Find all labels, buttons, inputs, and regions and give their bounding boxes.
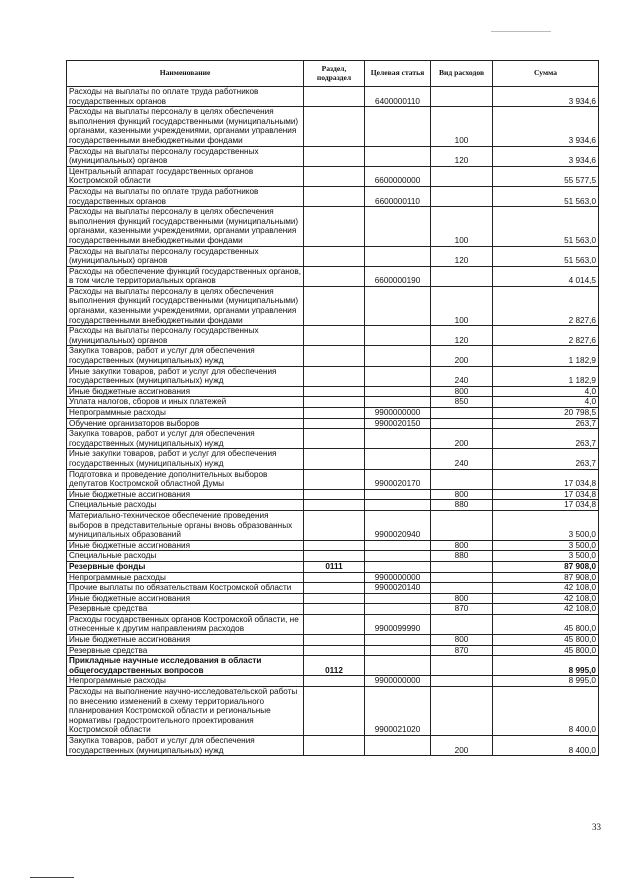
row-name: Закупка товаров, работ и услуг для обеспечения государственных (муниципальных) нужд — [67, 346, 304, 366]
table-row — [67, 500, 599, 511]
table-row — [67, 286, 599, 325]
table-row — [67, 510, 599, 540]
row-target-article — [365, 551, 431, 562]
row-section — [304, 583, 365, 594]
row-expense-kind: 800 — [431, 540, 493, 551]
row-sum: 4,0 — [493, 397, 599, 408]
table-row — [67, 346, 599, 366]
row-sum: 17 034,8 — [493, 469, 599, 489]
row-section: 0111 — [304, 561, 365, 572]
table-row — [67, 397, 599, 408]
row-sum: 45 800,0 — [493, 645, 599, 656]
row-name: Специальные расходы — [67, 500, 304, 511]
row-name: Иные бюджетные ассигнования — [67, 540, 304, 551]
row-target-article: 9900020940 — [365, 510, 431, 540]
row-target-article — [365, 346, 431, 366]
table-row — [67, 207, 599, 246]
row-name: Закупка товаров, работ и услуг для обеспечения государственных (муниципальных) нужд — [67, 736, 304, 756]
row-expense-kind: 870 — [431, 604, 493, 615]
row-section — [304, 207, 365, 246]
row-name: Расходы на выполнение научно-исследовательской работы по внесению изменений в схему территориального планирования Костромской области и региональные нормативы градостроительного проектирования Костромской области — [67, 687, 304, 736]
row-sum: 42 108,0 — [493, 593, 599, 604]
row-section — [304, 736, 365, 756]
row-section — [304, 166, 365, 186]
row-sum: 8 400,0 — [493, 736, 599, 756]
row-name: Резервные средства — [67, 604, 304, 615]
row-sum: 42 108,0 — [493, 583, 599, 594]
row-section — [304, 572, 365, 583]
row-target-article: 9900000000 — [365, 572, 431, 583]
table-row — [67, 593, 599, 604]
row-sum: 4 014,5 — [493, 266, 599, 286]
row-expense-kind — [431, 469, 493, 489]
row-expense-kind: 120 — [431, 146, 493, 166]
table-row — [67, 246, 599, 266]
row-name: Расходы на выплаты персоналу в целях обеспечения выполнения функций государственными (муниципальными) органами, казенными учреждениями, органами управления государственными внебюджетными фондами — [67, 207, 304, 246]
row-expense-kind: 100 — [431, 286, 493, 325]
row-section — [304, 500, 365, 511]
row-section — [304, 489, 365, 500]
table-row — [67, 540, 599, 551]
table-row — [67, 656, 599, 676]
table-row — [67, 386, 599, 397]
table-row — [67, 687, 599, 736]
table-row — [67, 676, 599, 687]
row-expense-kind: 240 — [431, 449, 493, 469]
row-section — [304, 635, 365, 646]
table-row — [67, 87, 599, 107]
row-name: Расходы на выплаты персоналу государственных (муниципальных) органов — [67, 246, 304, 266]
row-section — [304, 676, 365, 687]
row-sum: 2 827,6 — [493, 286, 599, 325]
row-target-article: 9900000000 — [365, 676, 431, 687]
row-sum: 20 798,5 — [493, 408, 599, 419]
row-target-article — [365, 736, 431, 756]
row-expense-kind: 800 — [431, 386, 493, 397]
row-target-article: 9900020140 — [365, 583, 431, 594]
row-target-article — [365, 449, 431, 469]
table-row — [67, 635, 599, 646]
row-name: Специальные расходы — [67, 551, 304, 562]
row-target-article: 6400000110 — [365, 87, 431, 107]
row-section — [304, 449, 365, 469]
row-expense-kind — [431, 572, 493, 583]
row-target-article — [365, 366, 431, 386]
row-section — [304, 286, 365, 325]
row-section — [304, 346, 365, 366]
row-target-article — [365, 146, 431, 166]
row-target-article — [365, 326, 431, 346]
table-row — [67, 186, 599, 206]
table-row — [67, 604, 599, 615]
row-section — [304, 540, 365, 551]
row-target-article — [365, 500, 431, 511]
row-section — [304, 469, 365, 489]
row-expense-kind — [431, 186, 493, 206]
row-name: Непрограммные расходы — [67, 408, 304, 419]
row-section — [304, 510, 365, 540]
row-sum: 17 034,8 — [493, 489, 599, 500]
row-sum: 8 995,0 — [493, 676, 599, 687]
row-expense-kind: 800 — [431, 593, 493, 604]
row-target-article: 6600000110 — [365, 186, 431, 206]
row-expense-kind — [431, 656, 493, 676]
table-row — [67, 418, 599, 429]
row-expense-kind: 240 — [431, 366, 493, 386]
header-rule — [491, 31, 551, 32]
row-target-article: 9900020150 — [365, 418, 431, 429]
row-name: Иные бюджетные ассигнования — [67, 489, 304, 500]
row-section — [304, 397, 365, 408]
row-name: Центральный аппарат государственных органов Костромской области — [67, 166, 304, 186]
row-expense-kind: 120 — [431, 326, 493, 346]
row-sum: 2 827,6 — [493, 326, 599, 346]
row-name: Непрограммные расходы — [67, 572, 304, 583]
row-sum: 87 908,0 — [493, 561, 599, 572]
row-target-article — [365, 386, 431, 397]
table-row — [67, 645, 599, 656]
table-row — [67, 146, 599, 166]
row-section — [304, 418, 365, 429]
row-target-article: 6600000000 — [365, 166, 431, 186]
row-name: Иные бюджетные ассигнования — [67, 635, 304, 646]
row-name: Расходы на выплаты персоналу государственных (муниципальных) органов — [67, 146, 304, 166]
row-section — [304, 246, 365, 266]
row-section — [304, 186, 365, 206]
row-expense-kind — [431, 676, 493, 687]
row-name: Иные бюджетные ассигнования — [67, 593, 304, 604]
row-sum: 8 995,0 — [493, 656, 599, 676]
row-sum: 263,7 — [493, 418, 599, 429]
row-target-article — [365, 540, 431, 551]
row-name: Расходы на выплаты по оплате труда работников государственных органов — [67, 87, 304, 107]
row-sum: 3 934,6 — [493, 107, 599, 146]
row-expense-kind: 100 — [431, 107, 493, 146]
row-section — [304, 687, 365, 736]
row-sum: 263,7 — [493, 449, 599, 469]
row-name: Расходы на выплаты персоналу в целях обеспечения выполнения функций государственными (муниципальными) органами, казенными учреждениями, органами управления государственными внебюджетными фондами — [67, 286, 304, 325]
row-section — [304, 366, 365, 386]
row-target-article: 9900021020 — [365, 687, 431, 736]
row-name: Иные закупки товаров, работ и услуг для обеспечения государственных (муниципальных) нужд — [67, 449, 304, 469]
row-expense-kind: 880 — [431, 551, 493, 562]
table-header-row — [67, 61, 599, 87]
table-row — [67, 469, 599, 489]
row-expense-kind: 120 — [431, 246, 493, 266]
row-section — [304, 146, 365, 166]
row-expense-kind: 880 — [431, 500, 493, 511]
table-row — [67, 449, 599, 469]
row-sum: 17 034,8 — [493, 500, 599, 511]
row-expense-kind: 800 — [431, 635, 493, 646]
row-sum: 45 800,0 — [493, 635, 599, 646]
row-name: Уплата налогов, сборов и иных платежей — [67, 397, 304, 408]
row-name: Прикладные научные исследования в области общегосударственных вопросов — [67, 656, 304, 676]
row-name: Прочие выплаты по обязательствам Костромской области — [67, 583, 304, 594]
row-sum: 3 934,6 — [493, 87, 599, 107]
footnote-rule — [30, 877, 74, 878]
table-row — [67, 429, 599, 449]
row-section — [304, 326, 365, 346]
table-row — [67, 326, 599, 346]
row-target-article: 6600000190 — [365, 266, 431, 286]
row-target-article — [365, 561, 431, 572]
row-target-article — [365, 489, 431, 500]
row-target-article: 9900099990 — [365, 614, 431, 634]
row-expense-kind — [431, 408, 493, 419]
row-expense-kind: 100 — [431, 207, 493, 246]
row-name: Подготовка и проведение дополнительных выборов депутатов Костромской областной Думы — [67, 469, 304, 489]
row-name: Резервные средства — [67, 645, 304, 656]
table-row — [67, 366, 599, 386]
header-section: Раздел, подраздел — [304, 61, 365, 87]
row-name: Расходы на выплаты персоналу государственных (муниципальных) органов — [67, 326, 304, 346]
row-sum: 3 934,6 — [493, 146, 599, 166]
budget-table — [66, 60, 599, 756]
header-sum: Сумма — [493, 61, 599, 87]
row-section — [304, 604, 365, 615]
row-expense-kind: 200 — [431, 429, 493, 449]
row-target-article — [365, 645, 431, 656]
header-name: Наименование — [67, 61, 304, 87]
row-name: Расходы государственных органов Костромской области, не отнесенные к другим направлениям расходов — [67, 614, 304, 634]
row-expense-kind — [431, 166, 493, 186]
row-name: Расходы на обеспечение функций государственных органов, в том числе территориальных органов — [67, 266, 304, 286]
row-expense-kind — [431, 418, 493, 429]
table-row — [67, 561, 599, 572]
row-name: Обучение организаторов выборов — [67, 418, 304, 429]
row-sum: 4,0 — [493, 386, 599, 397]
header-target: Целевая статья — [365, 61, 431, 87]
row-name: Иные закупки товаров, работ и услуг для обеспечения государственных (муниципальных) нужд — [67, 366, 304, 386]
table-row — [67, 572, 599, 583]
row-section — [304, 266, 365, 286]
row-target-article — [365, 397, 431, 408]
table-row — [67, 614, 599, 634]
row-name: Материально-техническое обеспечение проведения выборов в представительные органы вновь образованных муниципальных образований — [67, 510, 304, 540]
row-section — [304, 593, 365, 604]
row-target-article — [365, 286, 431, 325]
table-row — [67, 166, 599, 186]
row-sum: 1 182,9 — [493, 366, 599, 386]
row-expense-kind — [431, 561, 493, 572]
header-kind: Вид расходов — [431, 61, 493, 87]
row-section: 0112 — [304, 656, 365, 676]
table-row — [67, 408, 599, 419]
row-section — [304, 429, 365, 449]
row-sum: 51 563,0 — [493, 186, 599, 206]
row-sum: 55 577,5 — [493, 166, 599, 186]
row-sum: 263,7 — [493, 429, 599, 449]
row-name: Закупка товаров, работ и услуг для обеспечения государственных (муниципальных) нужд — [67, 429, 304, 449]
row-expense-kind — [431, 87, 493, 107]
row-name: Расходы на выплаты по оплате труда работников государственных органов — [67, 186, 304, 206]
row-expense-kind: 870 — [431, 645, 493, 656]
row-target-article — [365, 593, 431, 604]
row-expense-kind — [431, 687, 493, 736]
table-row — [67, 489, 599, 500]
row-sum: 3 500,0 — [493, 551, 599, 562]
row-sum: 8 400,0 — [493, 687, 599, 736]
table-row — [67, 551, 599, 562]
page-number: 33 — [592, 822, 601, 832]
row-sum: 42 108,0 — [493, 604, 599, 615]
row-section — [304, 386, 365, 397]
row-expense-kind: 200 — [431, 736, 493, 756]
row-target-article — [365, 656, 431, 676]
row-sum: 3 500,0 — [493, 540, 599, 551]
row-sum: 51 563,0 — [493, 246, 599, 266]
row-sum: 51 563,0 — [493, 207, 599, 246]
row-name: Иные бюджетные ассигнования — [67, 386, 304, 397]
row-expense-kind — [431, 583, 493, 594]
row-section — [304, 107, 365, 146]
row-section — [304, 87, 365, 107]
row-target-article — [365, 604, 431, 615]
table-row — [67, 736, 599, 756]
row-section — [304, 614, 365, 634]
table-body — [67, 87, 599, 756]
row-target-article: 9900000000 — [365, 408, 431, 419]
row-target-article — [365, 207, 431, 246]
row-target-article — [365, 429, 431, 449]
row-target-article — [365, 107, 431, 146]
table-row — [67, 266, 599, 286]
row-sum: 3 500,0 — [493, 510, 599, 540]
row-expense-kind — [431, 266, 493, 286]
row-expense-kind — [431, 510, 493, 540]
row-name: Резервные фонды — [67, 561, 304, 572]
row-target-article — [365, 635, 431, 646]
row-name: Непрограммные расходы — [67, 676, 304, 687]
row-section — [304, 645, 365, 656]
row-expense-kind — [431, 614, 493, 634]
row-expense-kind: 200 — [431, 346, 493, 366]
row-section — [304, 408, 365, 419]
row-name: Расходы на выплаты персоналу в целях обеспечения выполнения функций государственными (муниципальными) органами, казенными учреждениями, органами управления государственными внебюджетными фондами — [67, 107, 304, 146]
table-row — [67, 583, 599, 594]
row-sum: 1 182,9 — [493, 346, 599, 366]
row-section — [304, 551, 365, 562]
row-target-article — [365, 246, 431, 266]
row-expense-kind: 850 — [431, 397, 493, 408]
row-target-article: 9900020170 — [365, 469, 431, 489]
table-row — [67, 107, 599, 146]
row-sum: 87 908,0 — [493, 572, 599, 583]
row-sum: 45 800,0 — [493, 614, 599, 634]
row-expense-kind: 800 — [431, 489, 493, 500]
